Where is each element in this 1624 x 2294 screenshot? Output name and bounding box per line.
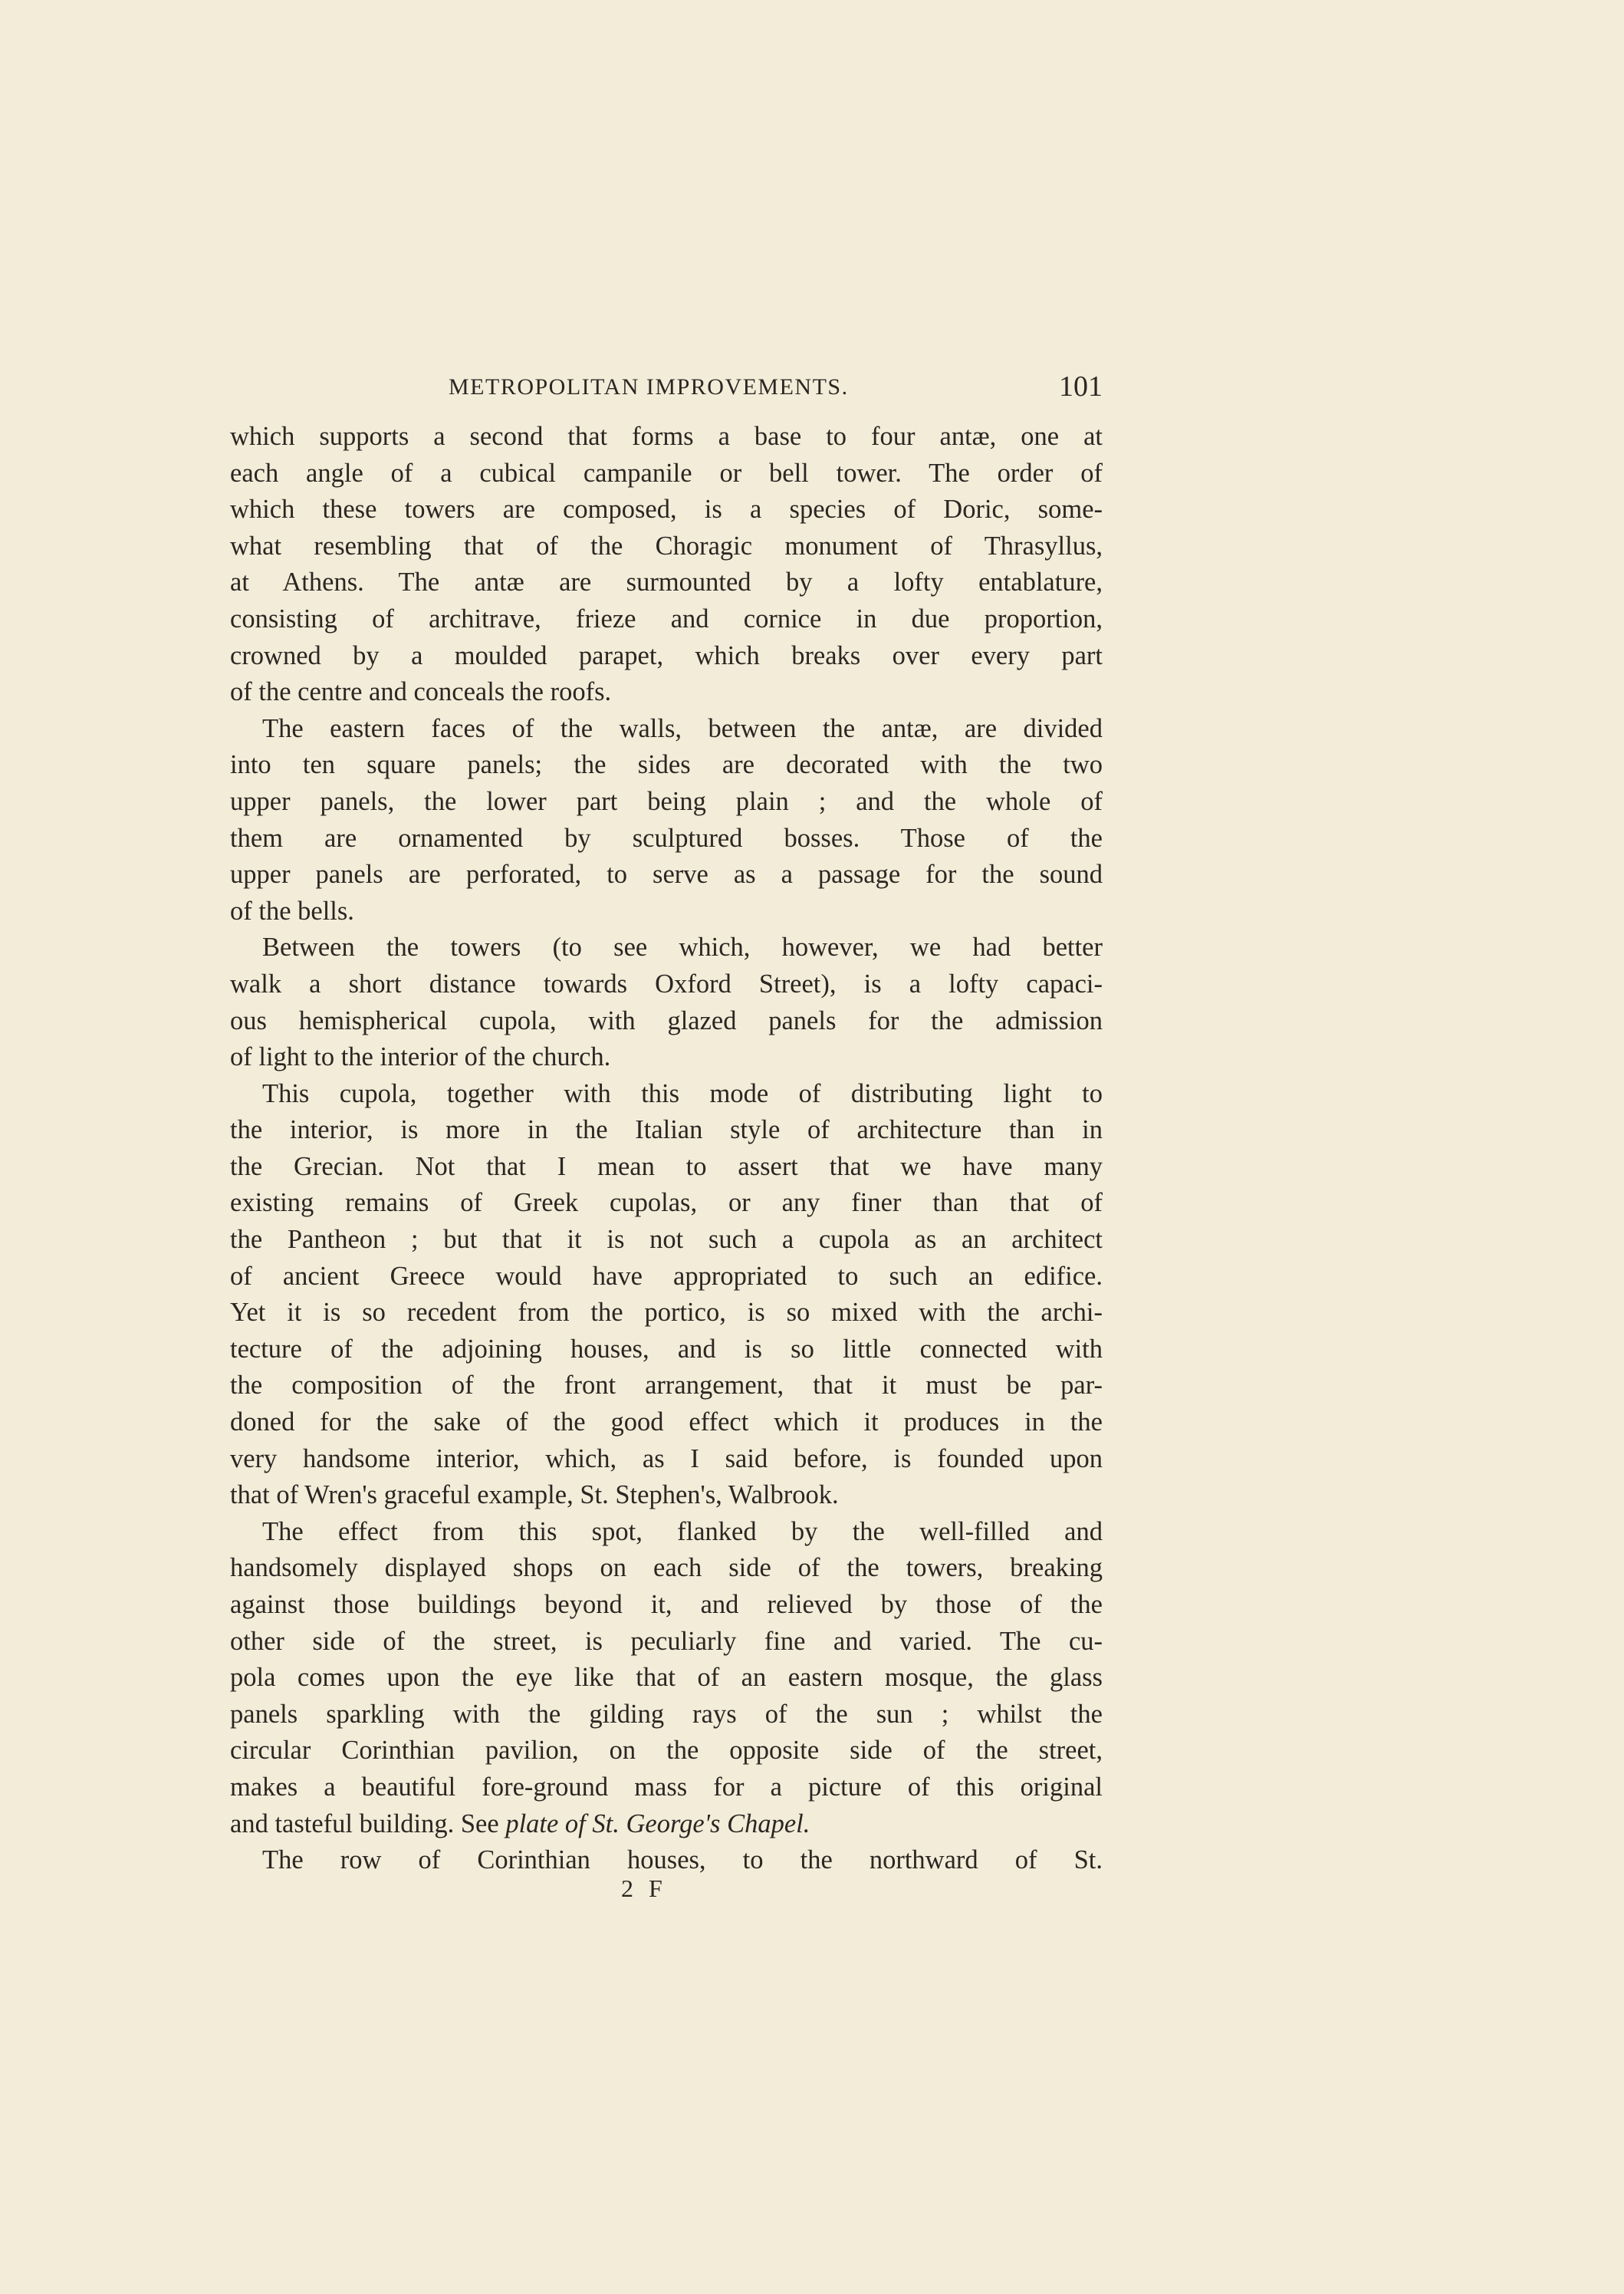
text-line-with-plate-reference xyxy=(230,1806,1103,1843)
text-line: makes a beautiful fore-ground mass for a picture of this original xyxy=(230,1772,1103,1802)
text-line: handsomely displayed shops on each side of the towers, breaking xyxy=(230,1553,1103,1583)
text-line: walk a short distance towards Oxford Street), is a lofty capaci- xyxy=(230,969,1103,999)
text-line: The row of Corinthian houses, to the northward of St. xyxy=(262,1845,1103,1875)
text-line: other side of the street, is peculiarly fine and varied. The cu- xyxy=(230,1626,1103,1656)
text-line: the Pantheon ; but that it is not such a cupola as an architect xyxy=(230,1225,1103,1255)
page-header xyxy=(230,367,1103,413)
text-line: that of Wren's graceful example, St. Stephen's, Walbrook. xyxy=(230,1480,839,1510)
text-line: The eastern faces of the walls, between the antæ, are divided xyxy=(262,713,1103,743)
text-line: of the centre and conceals the roofs. xyxy=(230,677,612,707)
text-line: of the bells. xyxy=(230,896,354,926)
text-line: of ancient Greece would have appropriated to such an edifice. xyxy=(230,1261,1103,1291)
text-line: circular Corinthian pavilion, on the opposite side of the street, xyxy=(230,1736,1103,1766)
text-line: consisting of architrave, frieze and cornice in due proportion, xyxy=(230,604,1103,634)
text-line: what resembling that of the Choragic monument of Thrasyllus, xyxy=(230,531,1103,561)
text-line: them are ornamented by sculptured bosses. Those of the xyxy=(230,823,1103,853)
text-line: The effect from this spot, flanked by the well-filled and xyxy=(262,1516,1103,1546)
text-line: doned for the sake of the good effect which it produces in the xyxy=(230,1407,1103,1437)
text-line: ous hemispherical cupola, with glazed panels for the admission xyxy=(230,1005,1103,1035)
text-line: the composition of the front arrangement, that it must be par- xyxy=(230,1371,1103,1400)
text-line: tecture of the adjoining houses, and is so little connected with xyxy=(230,1334,1103,1364)
text-line: upper panels are perforated, to serve as a passage for the sound xyxy=(230,860,1103,890)
text-line: which supports a second that forms a base to four antæ, one at xyxy=(230,422,1103,451)
signature-mark: 2 F xyxy=(621,1874,667,1902)
text-line: each angle of a cubical campanile or bell tower. The order of xyxy=(230,458,1103,488)
running-title: METROPOLITAN IMPROVEMENTS. xyxy=(449,374,849,400)
text-line: very handsome interior, which, as I said before, is founded upon xyxy=(230,1443,1103,1473)
text-line: Yet it is so recedent from the portico, is so mixed with the archi- xyxy=(230,1298,1103,1328)
text-line: at Athens. The antæ are surmounted by a lofty entablature, xyxy=(230,568,1103,597)
body-text xyxy=(230,419,1103,1879)
text-line: upper panels, the lower part being plain ; and the whole of xyxy=(230,786,1103,816)
text-line: against those buildings beyond it, and relieved by those of the xyxy=(230,1590,1103,1619)
text-line: crowned by a moulded parapet, which breaks over every part xyxy=(230,640,1103,670)
text-line: of light to the interior of the church. xyxy=(230,1042,611,1072)
text-line: This cupola, together with this mode of distributing light to xyxy=(262,1078,1103,1108)
text-line: panels sparkling with the gilding rays of the sun ; whilst the xyxy=(230,1699,1103,1729)
page-number: 101 xyxy=(1059,370,1103,403)
text-line: the Grecian. Not that I mean to assert that we have many xyxy=(230,1151,1103,1181)
text-line: the interior, is more in the Italian style of architecture than in xyxy=(230,1115,1103,1145)
text-line: pola comes upon the eye like that of an eastern mosque, the glass xyxy=(230,1663,1103,1693)
text-line: into ten square panels; the sides are decorated with the two xyxy=(230,750,1103,780)
text-line-start: and tasteful building. See xyxy=(230,1809,506,1838)
text-line: Between the towers (to see which, however, we had better xyxy=(262,933,1103,963)
text-line: which these towers are composed, is a species of Doric, some- xyxy=(230,495,1103,525)
plate-reference: plate of St. George's Chapel. xyxy=(505,1809,810,1838)
text-line: existing remains of Greek cupolas, or any finer than that of xyxy=(230,1188,1103,1218)
